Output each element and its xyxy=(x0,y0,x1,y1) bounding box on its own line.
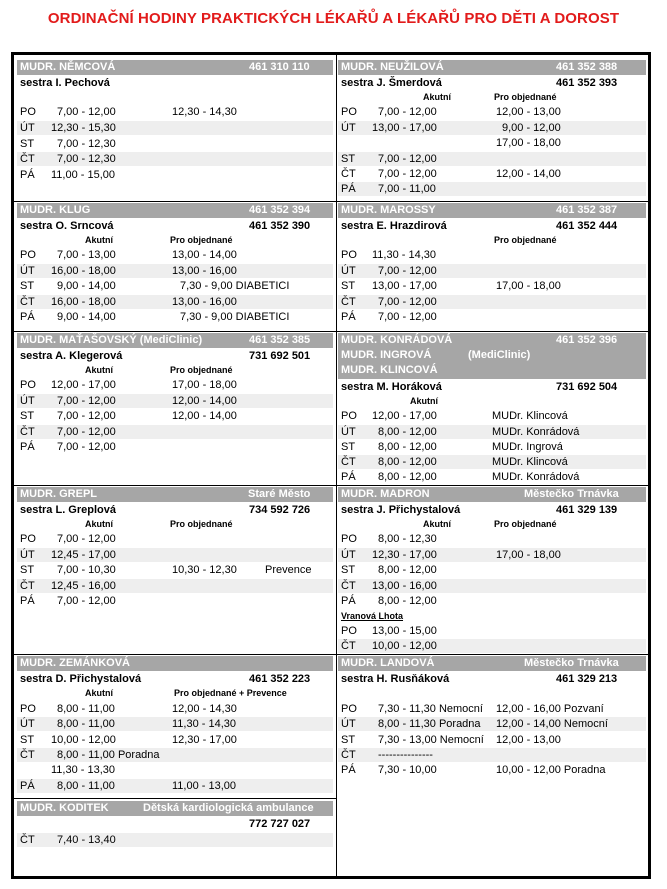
doctor-phone: 461 352 385 xyxy=(249,334,311,346)
day-label: PÁ xyxy=(20,595,35,607)
hours-acute: 12,00 - 17,00 xyxy=(372,410,437,422)
hours-booked: 17,00 - 18,00 xyxy=(172,379,237,391)
panel-grepl xyxy=(17,487,333,652)
hours-acute: 7,00 - 11,00 xyxy=(378,183,436,195)
hours-acute: 12,30 - 15,30 xyxy=(51,122,116,134)
doctor-phone: 461 352 387 xyxy=(556,204,618,216)
schedule-row xyxy=(338,121,646,135)
doctor-name: MUDR. KLINCOVÁ xyxy=(341,364,438,376)
day-label: PO xyxy=(20,533,36,545)
panel-matasovsky xyxy=(17,333,333,483)
nurse-name: sestra O. Srncová xyxy=(20,220,114,232)
panel-madron xyxy=(338,487,646,652)
doctor-phone: 772 727 027 xyxy=(249,818,311,830)
nurse-name: sestra J. Přichystalová xyxy=(341,504,461,516)
day-label: ST xyxy=(341,153,356,165)
schedule-row xyxy=(17,409,333,423)
schedule-row xyxy=(17,717,333,731)
hours-acute: 7,00 - 12,00 xyxy=(57,533,116,545)
schedule-row xyxy=(17,264,333,278)
hours-acute: 13,00 - 16,00 xyxy=(372,580,437,592)
hours-acute: 8,00 - 12,30 xyxy=(378,533,437,545)
day-label: ST xyxy=(341,280,356,292)
schedule-row xyxy=(338,136,646,150)
doctor-name: MUDR. NEUŽILOVÁ xyxy=(341,61,444,73)
day-label: ÚT xyxy=(341,265,356,277)
panel-koditek xyxy=(17,801,333,861)
doctor-name: MUDR. LANDOVÁ xyxy=(341,657,435,669)
doctor-name: MUDR. ZEMÁNKOVÁ xyxy=(20,657,130,669)
hours-acute: 16,00 - 18,00 xyxy=(51,296,116,308)
hours-acute: 16,00 - 18,00 xyxy=(51,265,116,277)
nurse-phone: 461 352 223 xyxy=(249,673,311,685)
hours-acute: 7,00 - 12,30 xyxy=(57,153,116,165)
column-booked: Pro objednané + Prevence xyxy=(174,688,287,698)
day-label: PÁ xyxy=(341,183,356,195)
day-label: ČT xyxy=(20,296,35,308)
hours-booked: 11,30 - 14,30 xyxy=(172,718,237,730)
hours-booked: 7,30 - 9,00 DIABETICI xyxy=(180,311,290,323)
schedule-row xyxy=(338,563,646,577)
schedule-row xyxy=(338,763,646,777)
schedule-row xyxy=(338,105,646,119)
column-acute: Akutní xyxy=(85,235,113,245)
schedule-row xyxy=(338,295,646,309)
hours-acute: 11,00 - 15,00 xyxy=(51,169,116,181)
schedule-row xyxy=(17,748,333,762)
day-label: ST xyxy=(20,410,35,422)
schedule-row xyxy=(17,248,333,262)
schedule-row xyxy=(338,152,646,166)
day-label: ÚT xyxy=(20,265,35,277)
column-divider xyxy=(336,55,337,876)
day-label: ÚT xyxy=(341,426,356,438)
hours-booked: 7,30 - 9,00 DIABETICI xyxy=(180,280,290,292)
hours-booked: 12,00 - 14,00 xyxy=(496,168,561,180)
doctor-on-duty: MUDr. Klincová xyxy=(492,456,568,468)
doctor-phone: 461 310 110 xyxy=(249,61,310,73)
nurse-phone: 461 352 444 xyxy=(556,220,618,232)
schedule-row xyxy=(17,105,333,119)
day-label: ÚT xyxy=(20,122,35,134)
row-divider xyxy=(14,485,648,486)
nurse-phone: 461 352 393 xyxy=(556,77,618,89)
schedule-row xyxy=(338,548,646,562)
hours-acute: 8,00 - 12,00 xyxy=(378,456,437,468)
hours-acute: 8,00 - 12,00 xyxy=(378,595,437,607)
column-acute: Akutní xyxy=(85,519,113,529)
hours-acute: 7,00 - 12,30 xyxy=(57,138,116,150)
day-label: PÁ xyxy=(341,471,356,483)
doctor-name: MUDR. KONRÁDOVÁ xyxy=(341,334,453,346)
day-label: ČT xyxy=(341,640,356,652)
hours-acute: 12,45 - 16,00 xyxy=(51,580,116,592)
hours-acute: 8,00 - 12,00 xyxy=(378,471,437,483)
panel-konradova xyxy=(338,333,646,483)
day-label: ST xyxy=(20,734,35,746)
schedule-row xyxy=(17,137,333,151)
hours-booked: 12,00 - 13,00 xyxy=(496,106,561,118)
column-acute: Akutní xyxy=(423,92,451,102)
schedule-row xyxy=(338,279,646,293)
day-label: ÚT xyxy=(20,549,35,561)
hours-acute: 12,45 - 17,00 xyxy=(51,549,116,561)
day-label: ST xyxy=(341,441,356,453)
schedule-row xyxy=(338,532,646,546)
hours-booked: 11,00 - 13,00 xyxy=(172,780,237,792)
doctor-header xyxy=(338,60,646,75)
day-label: PO xyxy=(20,379,36,391)
row-divider xyxy=(14,654,648,655)
doctor-name: MUDR. KLUG xyxy=(20,204,91,216)
schedule-row xyxy=(338,182,646,196)
schedule-row xyxy=(17,594,333,608)
hours-acute: 13,00 - 15,00 xyxy=(372,625,437,637)
nurse-name: sestra L. Greplová xyxy=(20,504,116,516)
doctor-on-duty: MUDr. Klincová xyxy=(492,410,568,422)
day-label: ST xyxy=(341,734,356,746)
column-booked: Pro objednané xyxy=(170,235,233,245)
hours-acute: --------------- xyxy=(378,749,433,761)
hours-acute: 7,30 - 10,00 xyxy=(378,764,437,776)
day-label: PÁ xyxy=(20,311,35,323)
schedule-row xyxy=(338,310,646,324)
clinic-name: (MediClinic) xyxy=(468,349,531,361)
doctor-header xyxy=(338,203,646,218)
hours-booked: 10,30 - 12,30 xyxy=(172,564,237,576)
schedule-row xyxy=(338,455,646,469)
schedule-row xyxy=(17,310,333,324)
hours-booked: 17,00 - 18,00 xyxy=(496,549,561,561)
hours-booked: 12,00 - 13,00 xyxy=(496,734,561,746)
day-label: ČT xyxy=(20,153,35,165)
schedule-row xyxy=(338,264,646,278)
schedule-row xyxy=(17,279,333,293)
hours-acute: 7,00 - 12,00 xyxy=(378,106,437,118)
day-label: PÁ xyxy=(20,169,35,181)
doctor-name: MUDR. MAŤAŠOVSKÝ (MediClinic) xyxy=(20,334,203,346)
hours-acute: 7,00 - 13,00 xyxy=(57,249,116,261)
day-label: ČT xyxy=(341,580,356,592)
schedule-row xyxy=(17,378,333,392)
schedule-row xyxy=(17,733,333,747)
schedule-row xyxy=(17,548,333,562)
doctor-phone: 461 352 394 xyxy=(249,204,311,216)
day-label: ST xyxy=(20,280,35,292)
hours-acute: 7,00 - 12,00 xyxy=(57,595,116,607)
hours-acute: 10,00 - 12,00 xyxy=(51,734,116,746)
schedule-row xyxy=(338,579,646,593)
page-title: ORDINAČNÍ HODINY PRAKTICKÝCH LÉKAŘŮ A LÉKAŘŮ PRO DĚTI A DOROST xyxy=(47,10,620,27)
nurse-phone: 731 692 501 xyxy=(249,350,311,362)
hours-acute: 7,30 - 11,30 Nemocní xyxy=(378,703,483,715)
doctor-header xyxy=(338,487,646,502)
schedule-row xyxy=(338,594,646,608)
doctor-header xyxy=(17,203,333,218)
day-label: PO xyxy=(20,703,36,715)
doctor-header xyxy=(17,60,333,75)
location-label: Městečko Trnávka xyxy=(524,488,619,500)
doctor-name: MUDR. MADRON xyxy=(341,488,430,500)
hours-acute: 7,00 - 12,00 xyxy=(57,410,116,422)
day-label: PO xyxy=(341,625,357,637)
hours-acute: 8,00 - 11,00 xyxy=(57,703,115,715)
schedule-row xyxy=(17,532,333,546)
day-label: PÁ xyxy=(341,595,356,607)
day-label: PÁ xyxy=(20,780,35,792)
day-label: PO xyxy=(341,106,357,118)
panel-klug xyxy=(17,203,333,330)
hours-acute: 13,00 - 17,00 xyxy=(372,280,437,292)
schedule-row xyxy=(17,152,333,166)
hours-acute: 9,00 - 14,00 xyxy=(57,311,116,323)
schedule-row xyxy=(17,168,333,182)
nurse-phone: 461 352 390 xyxy=(249,220,311,232)
doctor-on-duty: MUDr. Ingrová xyxy=(492,441,563,453)
day-label: ČT xyxy=(20,426,35,438)
location-label: Staré Město xyxy=(248,488,311,500)
hours-acute: 8,00 - 11,00 Poradna xyxy=(57,749,160,761)
hours-booked: 9,00 - 12,00 xyxy=(502,122,561,134)
schedule-row xyxy=(338,409,646,423)
day-label: PÁ xyxy=(341,311,356,323)
doctor-name: MUDR. KODITEK xyxy=(20,802,109,814)
nurse-name: sestra A. Klegerová xyxy=(20,350,123,362)
nurse-phone: 731 692 504 xyxy=(556,381,618,393)
doctor-name: MUDR. NĚMCOVÁ xyxy=(20,61,116,73)
hours-booked: 13,00 - 14,00 xyxy=(172,249,237,261)
hours-acute: 7,00 - 12,00 xyxy=(378,265,437,277)
doctor-header xyxy=(338,656,646,671)
schedule-row xyxy=(17,425,333,439)
hours-acute: 8,00 - 12,00 xyxy=(378,564,437,576)
hours-booked: 12,00 - 14,00 Nemocní xyxy=(496,718,608,730)
hours-acute: 8,00 - 12,00 xyxy=(378,426,437,438)
hours-acute: 12,00 - 17,00 xyxy=(51,379,116,391)
hours-acute: 8,00 - 11,30 Poradna xyxy=(378,718,481,730)
hours-booked: 17,00 - 18,00 xyxy=(496,137,561,149)
hours-acute: 7,40 - 13,40 xyxy=(57,834,116,846)
hours-booked: 13,00 - 16,00 xyxy=(172,296,237,308)
column-booked: Pro objednané xyxy=(494,235,557,245)
day-label: ÚT xyxy=(341,718,356,730)
nurse-name: sestra E. Hrazdirová xyxy=(341,220,447,232)
column-acute: Akutní xyxy=(85,688,113,698)
day-label: ČT xyxy=(341,456,356,468)
hours-acute: 7,00 - 12,00 xyxy=(378,296,437,308)
doctor-name: MUDR. GREPL xyxy=(20,488,97,500)
row-divider xyxy=(337,201,648,202)
hours-booked: 12,30 - 14,30 xyxy=(172,106,237,118)
day-label: PO xyxy=(20,106,36,118)
day-label: ČT xyxy=(341,168,356,180)
day-label: ST xyxy=(341,564,356,576)
hours-acute: 7,00 - 12,00 xyxy=(57,441,116,453)
doctor-header xyxy=(17,333,333,348)
hours-acute: 11,30 - 14,30 xyxy=(372,249,437,261)
location-label: Městečko Trnávka xyxy=(524,657,619,669)
schedule-row xyxy=(17,440,333,454)
hours-booked: 12,30 - 17,00 xyxy=(172,734,237,746)
day-label: ČT xyxy=(20,580,35,592)
specialty-label: Dětská kardiologická ambulance xyxy=(143,802,314,814)
service-note: Prevence xyxy=(265,564,312,576)
hours-acute: 12,30 - 17,00 xyxy=(372,549,437,561)
hours-acute: 11,30 - 13,30 xyxy=(51,764,116,776)
day-label: PO xyxy=(341,249,357,261)
day-label: ST xyxy=(20,564,35,576)
nurse-name: sestra H. Rusňáková xyxy=(341,673,450,685)
hours-booked: 12,00 - 14,30 xyxy=(172,703,237,715)
nurse-name: sestra J. Šmerdová xyxy=(341,77,442,89)
hours-acute: 13,00 - 17,00 xyxy=(372,122,437,134)
nurse-phone: 734 592 726 xyxy=(249,504,311,516)
schedule-row xyxy=(17,763,333,777)
column-acute: Akutní xyxy=(410,396,438,406)
panel-nemcova xyxy=(17,60,333,200)
schedule-row xyxy=(17,702,333,716)
nurse-name: sestra M. Horáková xyxy=(341,381,442,393)
schedule-row xyxy=(338,733,646,747)
doctor-on-duty: MUDr. Konrádová xyxy=(492,471,580,483)
doctor-on-duty: MUDr. Konrádová xyxy=(492,426,580,438)
day-label: ÚT xyxy=(20,718,35,730)
hours-booked: 10,00 - 12,00 Poradna xyxy=(496,764,606,776)
hours-acute: 8,00 - 11,00 xyxy=(57,780,115,792)
schedule-row xyxy=(338,248,646,262)
hours-acute: 7,30 - 13,00 Nemocní xyxy=(378,734,484,746)
schedule-row xyxy=(17,563,333,577)
row-divider xyxy=(14,798,337,799)
day-label: PO xyxy=(341,703,357,715)
sublocation-label: Vranová Lhota xyxy=(341,611,404,621)
column-booked: Pro objednané xyxy=(494,519,557,529)
column-booked: Pro objednané xyxy=(494,92,557,102)
day-label: PÁ xyxy=(20,441,35,453)
day-label: ČT xyxy=(341,296,356,308)
hours-acute: 8,00 - 12,00 xyxy=(378,441,437,453)
hours-acute: 8,00 - 11,00 xyxy=(57,718,115,730)
day-label: ST xyxy=(20,138,35,150)
doctor-phone: 461 352 396 xyxy=(556,334,618,346)
schedule-row xyxy=(338,624,646,638)
panel-zemankova xyxy=(17,656,333,796)
nurse-phone: 461 329 139 xyxy=(556,504,618,516)
schedule-row xyxy=(338,702,646,716)
hours-booked: 12,00 - 14,00 xyxy=(172,410,237,422)
hours-acute: 7,00 - 10,30 xyxy=(57,564,116,576)
hours-acute: 7,00 - 12,00 xyxy=(378,153,437,165)
schedule-row xyxy=(338,717,646,731)
schedule-row xyxy=(17,779,333,793)
schedule-row xyxy=(338,748,646,762)
panel-marossy xyxy=(338,203,646,330)
day-label: PO xyxy=(341,410,357,422)
column-booked: Pro objednané xyxy=(170,365,233,375)
schedule-row xyxy=(338,470,646,484)
nurse-name: sestra D. Přichystalová xyxy=(20,673,142,685)
hours-booked: 17,00 - 18,00 xyxy=(496,280,561,292)
doctor-header xyxy=(17,487,333,502)
hours-booked: 13,00 - 16,00 xyxy=(172,265,237,277)
day-label: ÚT xyxy=(20,395,35,407)
day-label: PO xyxy=(20,249,36,261)
schedule-row xyxy=(17,579,333,593)
schedule-row xyxy=(338,425,646,439)
hours-acute: 7,00 - 12,00 xyxy=(378,311,437,323)
panel-landova xyxy=(338,656,646,796)
day-label: ÚT xyxy=(341,549,356,561)
doctor-header xyxy=(17,656,333,671)
doctor-name: MUDR. MAROSSY xyxy=(341,204,436,216)
row-divider xyxy=(14,201,337,202)
hours-acute: 7,00 - 12,00 xyxy=(57,395,116,407)
schedule-row xyxy=(17,295,333,309)
hours-booked: 12,00 - 16,00 Pozvaní xyxy=(496,703,604,715)
panel-neuzilova xyxy=(338,60,646,200)
hours-acute: 7,00 - 12,00 xyxy=(57,426,116,438)
doctor-header xyxy=(338,333,646,379)
column-acute: Akutní xyxy=(423,519,451,529)
hours-acute: 7,00 - 12,00 xyxy=(378,168,437,180)
day-label: ČT xyxy=(20,834,35,846)
doctor-phone: 461 352 388 xyxy=(556,61,618,73)
hours-booked: 12,00 - 14,00 xyxy=(172,395,237,407)
hours-acute: 10,00 - 12,00 xyxy=(372,640,437,652)
hours-acute: 9,00 - 14,00 xyxy=(57,280,116,292)
doctor-header xyxy=(17,801,333,816)
column-acute: Akutní xyxy=(85,365,113,375)
schedule-row xyxy=(338,440,646,454)
day-label: ČT xyxy=(20,749,35,761)
schedule-row xyxy=(338,167,646,181)
hours-acute: 7,00 - 12,00 xyxy=(57,106,116,118)
day-label: PO xyxy=(341,533,357,545)
column-booked: Pro objednané xyxy=(170,519,233,529)
day-label: ÚT xyxy=(341,122,356,134)
doctor-name: MUDR. INGROVÁ xyxy=(341,349,432,361)
row-divider xyxy=(14,331,648,332)
nurse-name: sestra I. Pechová xyxy=(20,77,110,89)
schedule-row xyxy=(17,833,333,847)
nurse-phone: 461 329 213 xyxy=(556,673,618,685)
schedule-row xyxy=(17,394,333,408)
schedule-row xyxy=(338,639,646,653)
day-label: PÁ xyxy=(341,764,356,776)
schedule-row xyxy=(17,121,333,135)
day-label: ČT xyxy=(341,749,356,761)
